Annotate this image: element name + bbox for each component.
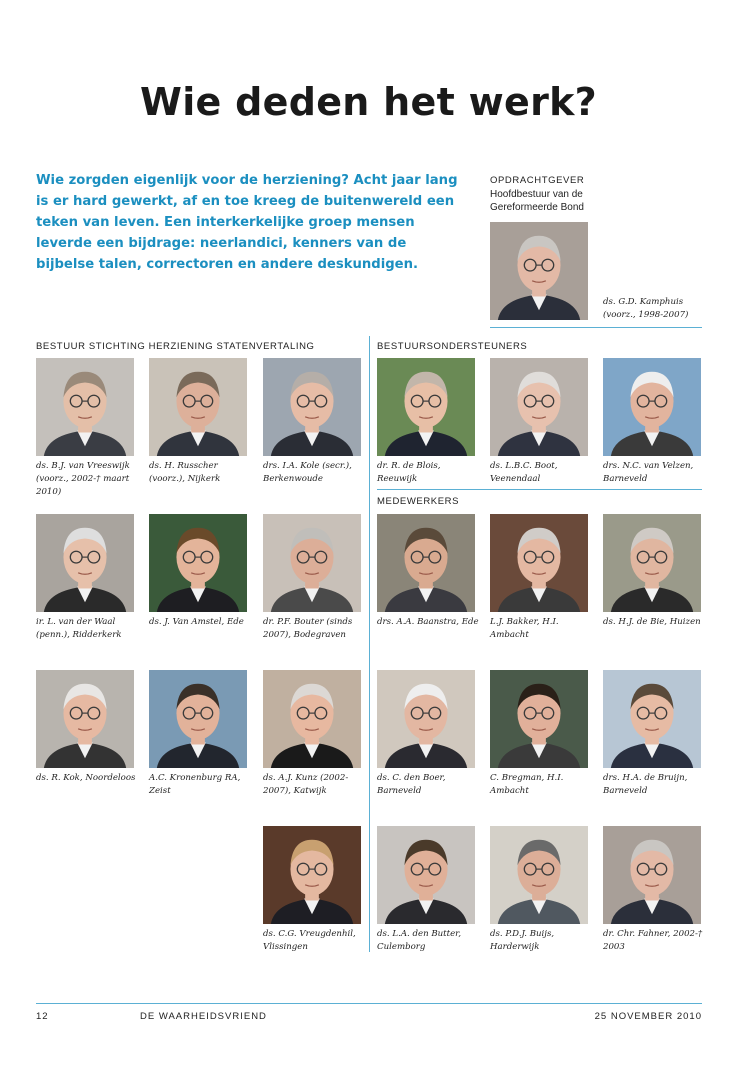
board-heading: BESTUUR STICHTING HERZIENING STATENVERTALING	[36, 341, 315, 352]
portrait-1	[36, 358, 134, 456]
portrait-16	[377, 670, 475, 768]
publication-name: DE WAARHEIDSVRIEND	[140, 1011, 267, 1022]
portrait-7	[36, 514, 134, 612]
caption-9: dr. P.F. Bouter (sinds 2007), Bodegraven	[263, 617, 353, 640]
portrait-12	[603, 514, 701, 612]
portrait-5	[490, 358, 588, 456]
client-divider	[490, 327, 702, 328]
caption-20: ds. L.A. den Butter, Culemborg	[377, 929, 462, 952]
caption-22: dr. Chr. Fahner, 2002-† 2003	[603, 929, 703, 952]
caption-1: ds. B.J. van Vreeswijk (voorz., 2002-† maart 2010)	[36, 461, 130, 497]
caption-17: C. Bregman, H.I. Ambacht	[490, 773, 564, 796]
portrait-17	[490, 670, 588, 768]
supporters-heading: BESTUURSONDERSTEUNERS	[377, 341, 528, 352]
portrait-11	[490, 514, 588, 612]
client-line-2: Gereformeerde Bond	[490, 202, 584, 213]
portrait-3	[263, 358, 361, 456]
portrait-19	[263, 826, 361, 924]
caption-7: ir. L. van der Waal (penn.), Ridderkerk	[36, 617, 122, 640]
staff-divider	[377, 489, 702, 490]
caption-21: ds. P.D.J. Buijs, Harderwijk	[490, 929, 555, 952]
portrait-2	[149, 358, 247, 456]
caption-3: drs. I.A. Kole (secr.), Berkenwoude	[263, 461, 352, 484]
caption-12: ds. H.J. de Bie, Huizen	[603, 617, 701, 627]
caption-14: A.C. Kronenburg RA, Zeist	[149, 773, 241, 796]
caption-18: drs. H.A. de Bruijn, Barneveld	[603, 773, 688, 796]
intro-paragraph: Wie zorgden eigenlijk voor de herziening? Acht jaar lang is er hard gewerkt, af en toe kreeg de buitenwereld een teken van leven. Een interkerkelijke groep mensen leverde een bijdrage: neerlandici, kenners van de bijbelse talen, correctoren en andere deskundigen.	[36, 173, 458, 272]
staff-heading: MEDEWERKERS	[377, 496, 460, 507]
portrait-20	[377, 826, 475, 924]
portrait-18	[603, 670, 701, 768]
caption-11: L.J. Bakker, H.I. Ambacht	[490, 617, 559, 640]
caption-19: ds. C.G. Vreugdenhil, Vlissingen	[263, 929, 356, 952]
portrait-21	[490, 826, 588, 924]
portrait-14	[149, 670, 247, 768]
page-number: 12	[36, 1011, 49, 1022]
footer-rule	[36, 1003, 702, 1004]
issue-date: 25 NOVEMBER 2010	[594, 1011, 702, 1022]
client-heading: OPDRACHTGEVER	[490, 175, 585, 186]
column-separator	[369, 336, 370, 952]
portrait-10	[377, 514, 475, 612]
client-body	[490, 188, 584, 214]
client-caption: ds. G.D. Kamphuis (voorz., 1998-2007)	[603, 297, 689, 320]
portrait-22	[603, 826, 701, 924]
caption-6: drs. N.C. van Velzen, Barneveld	[603, 461, 694, 484]
caption-4: dr. R. de Blois, Reeuwijk	[377, 461, 441, 484]
caption-13: ds. R. Kok, Noordeloos	[36, 773, 136, 783]
caption-8: ds. J. Van Amstel, Ede	[149, 617, 244, 627]
client-line-1: Hoofdbestuur van de	[490, 189, 583, 200]
caption-5: ds. L.B.C. Boot, Veenendaal	[490, 461, 558, 484]
portrait-13	[36, 670, 134, 768]
portrait-15	[263, 670, 361, 768]
portrait-4	[377, 358, 475, 456]
page-title: Wie deden het werk?	[140, 80, 598, 124]
portrait-8	[149, 514, 247, 612]
caption-2: ds. H. Russcher (voorz.), Nijkerk	[149, 461, 221, 484]
portrait-9	[263, 514, 361, 612]
caption-10: drs. A.A. Baanstra, Ede	[377, 617, 479, 627]
caption-15: ds. A.J. Kunz (2002-2007), Katwijk	[263, 773, 349, 796]
portrait-6	[603, 358, 701, 456]
caption-16: ds. C. den Boer, Barneveld	[377, 773, 446, 796]
client-photo	[490, 222, 588, 320]
